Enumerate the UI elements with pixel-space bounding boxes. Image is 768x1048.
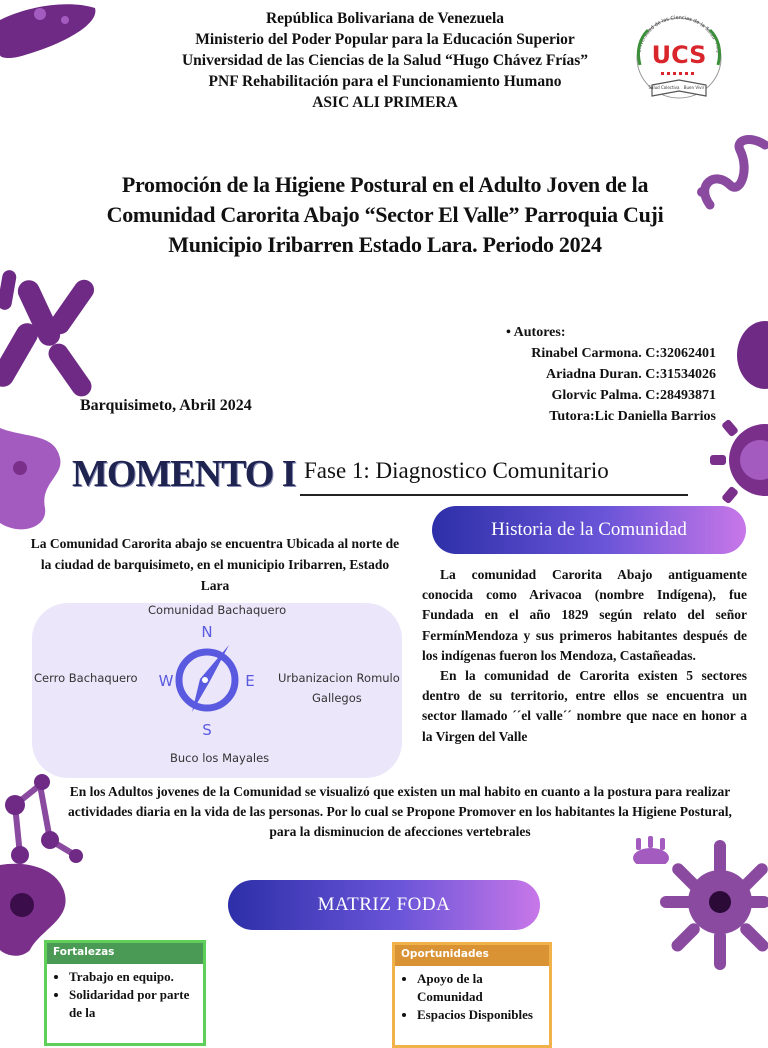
compass-s: S bbox=[202, 721, 212, 739]
compass-east-label-2: Gallegos bbox=[312, 691, 362, 705]
compass-w: W bbox=[158, 672, 174, 690]
matriz-foda-pill: MATRIZ FODA bbox=[228, 880, 540, 930]
compass-west-label: Cerro Bachaquero bbox=[34, 671, 138, 685]
oportunidad-item: • Apoyo de la Comunidad bbox=[417, 970, 543, 1006]
header-line: PNF Rehabilitación para el Funcionamiento Humano bbox=[208, 73, 562, 90]
microbe-decoration-bottom-right bbox=[660, 840, 768, 980]
fortaleza-item: • Solidaridad por parte de la bbox=[69, 986, 197, 1022]
compass-rose-icon bbox=[142, 617, 272, 747]
worm-decoration-right bbox=[690, 130, 768, 230]
fortalezas-title: Fortalezas bbox=[47, 943, 203, 964]
compass-east-label: Urbanizacion Romulo bbox=[278, 671, 400, 685]
header-line: Ministerio del Poder Popular para la Educación Superior bbox=[195, 31, 575, 48]
compass-north-label: Comunidad Bachaquero bbox=[148, 603, 287, 617]
logo-initials: UCS bbox=[651, 41, 707, 69]
phase-heading: Fase 1: Diagnostico Comunitario bbox=[304, 458, 609, 483]
logo-book-left: Salud Colectiva bbox=[648, 85, 680, 90]
fortalezas-box bbox=[44, 940, 206, 1046]
historia-paragraph: La comunidad Carorita Abajo antiguamente conocida como Arivacoa (nombre Indígena), fue Fundada en el año 1829 según relato del señor FermínMendoza y sus primeros habitantes después de los indígenas fueron los Mendoza, Castañeadas. bbox=[422, 567, 747, 663]
author-line: Ariadna Duran. C:31534026 bbox=[546, 367, 716, 382]
compass-e: E bbox=[245, 672, 255, 690]
logo-ring-text: Universidad de las Ciencias de la Salud "Hugo bbox=[636, 14, 722, 57]
compass-south-label: Buco los Mayales bbox=[170, 751, 270, 765]
header-line: República Bolivariana de Venezuela bbox=[265, 10, 505, 27]
document-title: Promoción de la Higiene Postural en el Adulto Joven de la Comunidad Carorita Abajo “Sector El Valle” Parroquia Cuji Municipio Iribarren Estado Lara. Periodo 2024 bbox=[106, 172, 664, 257]
compass-n: N bbox=[201, 623, 213, 641]
logo-book-right: Buen Vivir bbox=[683, 85, 705, 90]
momento-heading: MOMENTO I bbox=[72, 453, 296, 495]
authors-block bbox=[470, 322, 716, 427]
amoeba-decoration-left bbox=[0, 428, 70, 538]
fortaleza-item: • Trabajo en equipo. bbox=[69, 968, 197, 986]
oportunidades-title: Oportunidades bbox=[395, 945, 549, 966]
phase-underline bbox=[300, 494, 688, 496]
bacteria-decoration-top-left bbox=[0, 0, 110, 90]
historia-pill: Historia de la Comunidad bbox=[432, 506, 746, 554]
ucs-logo bbox=[626, 10, 732, 102]
historia-paragraph: En la comunidad de Carorita existen 5 sectores dentro de su territorio, entre ellos se encuentra un sector llamado ´´el valle´´ nombre que nace en honor a la Virgen del Valle bbox=[422, 668, 747, 744]
header-line: ASIC ALI PRIMERA bbox=[312, 94, 458, 111]
institution-header bbox=[150, 8, 620, 113]
oportunidad-item: • Espacios Disponibles bbox=[417, 1006, 543, 1024]
oportunidades-box bbox=[392, 942, 552, 1048]
diagnostic-summary: En los Adultos jovenes de la Comunidad se visualizó que existen un mal habito en cuanto a la postura para realizar actividades diaria en la vida de las personas. Por lo cual se Propone Promover en los habitantes la Higiene Postural, para la disminucion de afecciones vertebrales bbox=[68, 784, 732, 839]
bacteria-decoration-left bbox=[0, 270, 110, 410]
location-text: La Comunidad Carorita abajo se encuentra Ubicada al norte de la ciudad de barquisimeto, en el municipio Iribarren, Estado Lara bbox=[30, 536, 400, 593]
historia-text bbox=[422, 565, 747, 747]
author-line: Glorvic Palma. C:28493871 bbox=[551, 388, 716, 403]
authors-label: • Autores: bbox=[506, 325, 566, 340]
place-date: Barquisimeto, Abril 2024 bbox=[80, 397, 252, 414]
tutor-line: Tutora:Lic Daniella Barrios bbox=[549, 409, 716, 424]
header-line: Universidad de las Ciencias de la Salud “Hugo Chávez Frías” bbox=[181, 52, 589, 69]
compass-map bbox=[32, 603, 402, 778]
author-line: Rinabel Carmona. C:32062401 bbox=[531, 346, 716, 361]
